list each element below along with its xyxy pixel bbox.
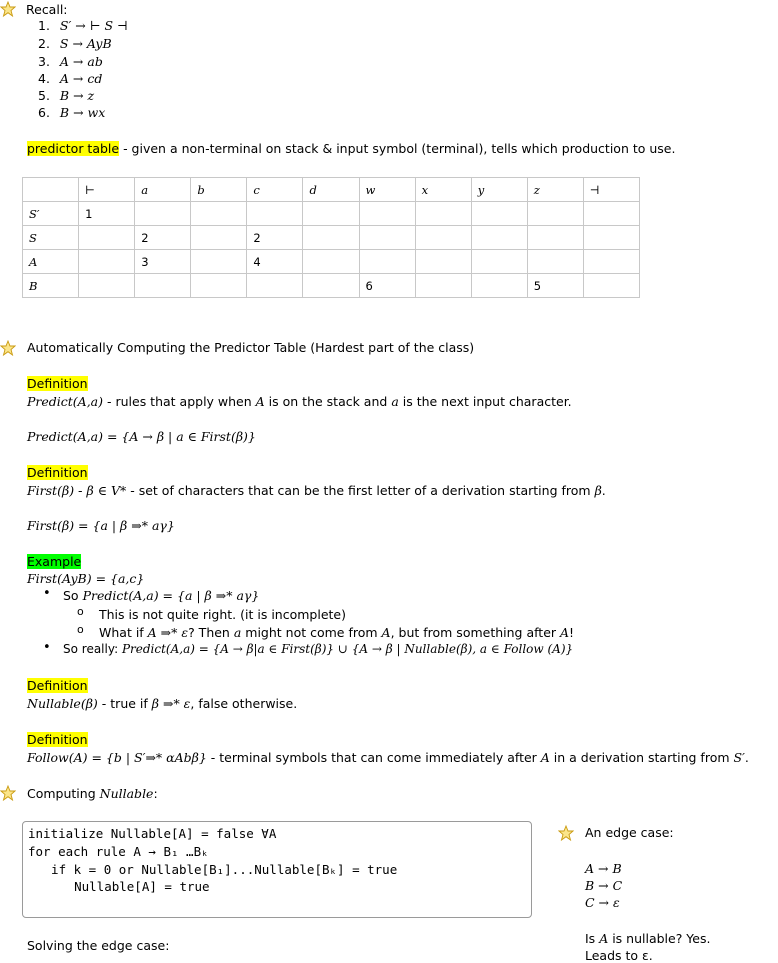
table-cell: 5 xyxy=(527,274,583,298)
definition-label: Definition xyxy=(27,465,88,480)
table-header-cell: c xyxy=(247,178,303,202)
math-expression: Predict(A,a) = {A → β|a ∈ First(β)} ∪ {A → β | Nullable(β), a ∈ Follow (A)} xyxy=(121,642,574,656)
table-cell xyxy=(359,250,415,274)
definition-label: Definition xyxy=(27,678,88,693)
section-title: Automatically Computing the Predictor Table (Hardest part of the class) xyxy=(27,340,475,355)
table-cell xyxy=(415,274,471,298)
table-cell xyxy=(471,226,527,250)
recall-rule xyxy=(38,71,102,86)
follow-formula: Follow(A) = {b | S′⇒* αAbβ} xyxy=(27,750,207,765)
table-row xyxy=(23,202,640,226)
question-text: Is xyxy=(585,931,600,946)
first-term: First(β) xyxy=(27,483,75,498)
rule-number: 2. xyxy=(38,36,50,51)
recall-rule xyxy=(38,54,103,69)
table-cell xyxy=(191,226,247,250)
code-line: initialize Nullable[A] = false ∀A xyxy=(28,826,277,841)
definition-label: Definition xyxy=(27,376,88,391)
star-icon xyxy=(558,825,574,841)
math-symbol: A xyxy=(381,625,391,640)
table-cell xyxy=(527,226,583,250)
definition-text: is the next input character. xyxy=(398,394,572,409)
table-header-cell: w xyxy=(359,178,415,202)
table-cell xyxy=(247,202,303,226)
math-symbol: β xyxy=(594,483,602,498)
table-cell xyxy=(303,226,359,250)
table-cell xyxy=(135,274,191,298)
table-cell xyxy=(471,250,527,274)
predictor-table-definition xyxy=(27,141,675,156)
bullet-dot: • xyxy=(43,640,51,655)
definition-text: - true if xyxy=(97,696,152,711)
table-header-cell: y xyxy=(471,178,527,202)
example-sub-bullet-1: This is not quite right. (it is incomplete) xyxy=(99,607,346,622)
nullable-definition-line xyxy=(27,696,297,711)
recall-rule xyxy=(38,36,112,51)
row-header-cell: A xyxy=(23,250,79,274)
row-header-cell: S xyxy=(23,226,79,250)
math-symbol: S′ xyxy=(733,750,745,765)
table-header-cell: a xyxy=(135,178,191,202)
table-cell xyxy=(415,250,471,274)
bullet-dot: • xyxy=(43,586,51,601)
rule-text: A → ab xyxy=(59,54,103,69)
table-cell: 6 xyxy=(359,274,415,298)
bullet-text: might not come from xyxy=(241,625,382,640)
rule-text: B → z xyxy=(59,88,95,103)
predict-formula: Predict(A,a) = {A → β | a ∈ First(β)} xyxy=(27,429,256,444)
table-cell xyxy=(583,202,639,226)
section-title xyxy=(27,786,158,801)
definition-label: Definition xyxy=(27,732,88,747)
table-header-row xyxy=(23,178,640,202)
table-cell: 4 xyxy=(247,250,303,274)
predictor-table-term: predictor table xyxy=(27,141,120,156)
table-cell xyxy=(23,178,79,202)
sub-bullet-circle: o xyxy=(77,605,84,618)
table-cell: 3 xyxy=(135,250,191,274)
table-cell xyxy=(79,226,135,250)
rule-number: 4. xyxy=(38,71,50,86)
sub-bullet-circle: o xyxy=(77,623,84,636)
table-cell: 2 xyxy=(247,226,303,250)
example-bullet-1 xyxy=(63,588,259,603)
bullet-text: So xyxy=(63,588,83,603)
rule-text: S′ → ⊢ S ⊣ xyxy=(59,18,128,33)
edge-case-title: An edge case: xyxy=(585,825,674,840)
table-cell xyxy=(79,250,135,274)
star-icon xyxy=(0,1,16,17)
table-cell xyxy=(79,274,135,298)
table-row xyxy=(23,226,640,250)
math-expression: Predict(A,a) = {a | β ⇒* aγ} xyxy=(82,588,260,603)
question-text: is nullable? Yes. xyxy=(608,931,711,946)
table-cell xyxy=(471,274,527,298)
predict-definition-line xyxy=(27,394,572,409)
math-expression: β ⇒* ε xyxy=(151,696,191,711)
code-line: Nullable[A] = true xyxy=(44,879,210,894)
first-definition-line xyxy=(27,483,606,498)
star-icon xyxy=(0,785,16,801)
edge-case-rule: C → ε xyxy=(585,895,620,910)
table-row xyxy=(23,250,640,274)
predictor-table-description: - given a non-terminal on stack & input symbol (terminal), tells which production to use. xyxy=(119,141,676,156)
section-title-text: : xyxy=(153,786,158,801)
rule-number: 3. xyxy=(38,54,50,69)
table-cell xyxy=(359,202,415,226)
definition-text: - set of characters that can be the first letter of a derivation starting from xyxy=(126,483,595,498)
table-cell xyxy=(583,250,639,274)
bullet-text: What if xyxy=(99,625,148,640)
table-cell xyxy=(135,202,191,226)
definition-text: is on the stack and xyxy=(264,394,392,409)
math-symbol: A xyxy=(560,625,570,640)
table-cell xyxy=(415,202,471,226)
recall-rule xyxy=(38,88,94,103)
follow-definition-line xyxy=(27,750,749,765)
star-icon xyxy=(0,340,16,356)
table-cell xyxy=(583,226,639,250)
table-header-cell: ⊢ xyxy=(79,178,135,202)
definition-text: in a derivation starting from xyxy=(549,750,734,765)
rule-text: B → wx xyxy=(59,105,106,120)
rule-number: 1. xyxy=(38,18,50,33)
bullet-text: ! xyxy=(569,625,575,640)
definition-text: , false otherwise. xyxy=(190,696,298,711)
math-symbol: A xyxy=(599,931,609,946)
definition-text: - xyxy=(74,483,87,498)
bullet-text: , but from something after xyxy=(390,625,561,640)
table-cell xyxy=(303,250,359,274)
table-cell xyxy=(191,250,247,274)
example-sub-bullet-2 xyxy=(99,625,574,640)
rule-text: S → AyB xyxy=(59,36,112,51)
table-cell xyxy=(527,202,583,226)
bullet-text: So really: xyxy=(63,642,122,656)
table-cell xyxy=(191,202,247,226)
definition-text: . xyxy=(601,483,606,498)
table-header-cell: x xyxy=(415,178,471,202)
table-header-cell: z xyxy=(527,178,583,202)
math-symbol: a xyxy=(391,394,399,409)
rule-number: 6. xyxy=(38,105,50,120)
table-cell xyxy=(303,274,359,298)
code-line: for each rule A → B₁ …Bₖ xyxy=(28,844,209,859)
example-bullet-2 xyxy=(63,642,573,656)
bullet-text: ? Then xyxy=(188,625,234,640)
example-label: Example xyxy=(27,554,82,569)
nullable-term: Nullable(β) xyxy=(27,696,98,711)
table-cell xyxy=(527,250,583,274)
math-expression: A ⇒* ε xyxy=(147,625,189,640)
section-title-text: Computing xyxy=(27,786,100,801)
edge-case-answer: Leads to ε. xyxy=(585,948,653,963)
recall-label: Recall: xyxy=(26,2,68,17)
table-header-cell: d xyxy=(303,178,359,202)
table-cell xyxy=(359,226,415,250)
table-cell xyxy=(583,274,639,298)
table-header-cell: ⊣ xyxy=(583,178,639,202)
example-first-line: First(AyB) = {a,c} xyxy=(27,571,145,586)
code-line: if k = 0 or Nullable[B₁]...Nullable[Bₖ] = true xyxy=(36,862,398,877)
definition-text: . xyxy=(744,750,749,765)
math-symbol: Nullable xyxy=(99,786,154,801)
edge-case-rule: A → B xyxy=(585,861,622,876)
table-cell xyxy=(191,274,247,298)
first-formula: First(β) = {a | β ⇒* aγ} xyxy=(27,518,175,533)
rule-text: A → cd xyxy=(59,71,103,86)
solving-edge-case-label: Solving the edge case: xyxy=(27,938,170,953)
rule-number: 5. xyxy=(38,88,50,103)
recall-rule xyxy=(38,105,105,120)
edge-case-rule: B → C xyxy=(585,878,623,893)
recall-rule xyxy=(38,18,128,33)
table-cell xyxy=(471,202,527,226)
predictor-table xyxy=(22,177,640,298)
table-cell: 1 xyxy=(79,202,135,226)
predict-term: Predict(A,a) xyxy=(27,394,104,409)
table-header-cell: b xyxy=(191,178,247,202)
definition-text: - terminal symbols that can come immediately after xyxy=(206,750,541,765)
math-symbol: a xyxy=(233,625,242,640)
table-cell xyxy=(303,202,359,226)
table-cell xyxy=(415,226,471,250)
table-row xyxy=(23,274,640,298)
table-cell xyxy=(247,274,303,298)
edge-case-question xyxy=(585,931,710,946)
definition-text: - rules that apply when xyxy=(103,394,256,409)
table-cell: 2 xyxy=(135,226,191,250)
row-header-cell: B xyxy=(23,274,79,298)
math-symbol: A xyxy=(540,750,550,765)
math-symbol: β ∈ V* xyxy=(86,483,127,498)
math-symbol: A xyxy=(255,394,265,409)
row-header-cell: S′ xyxy=(23,202,79,226)
